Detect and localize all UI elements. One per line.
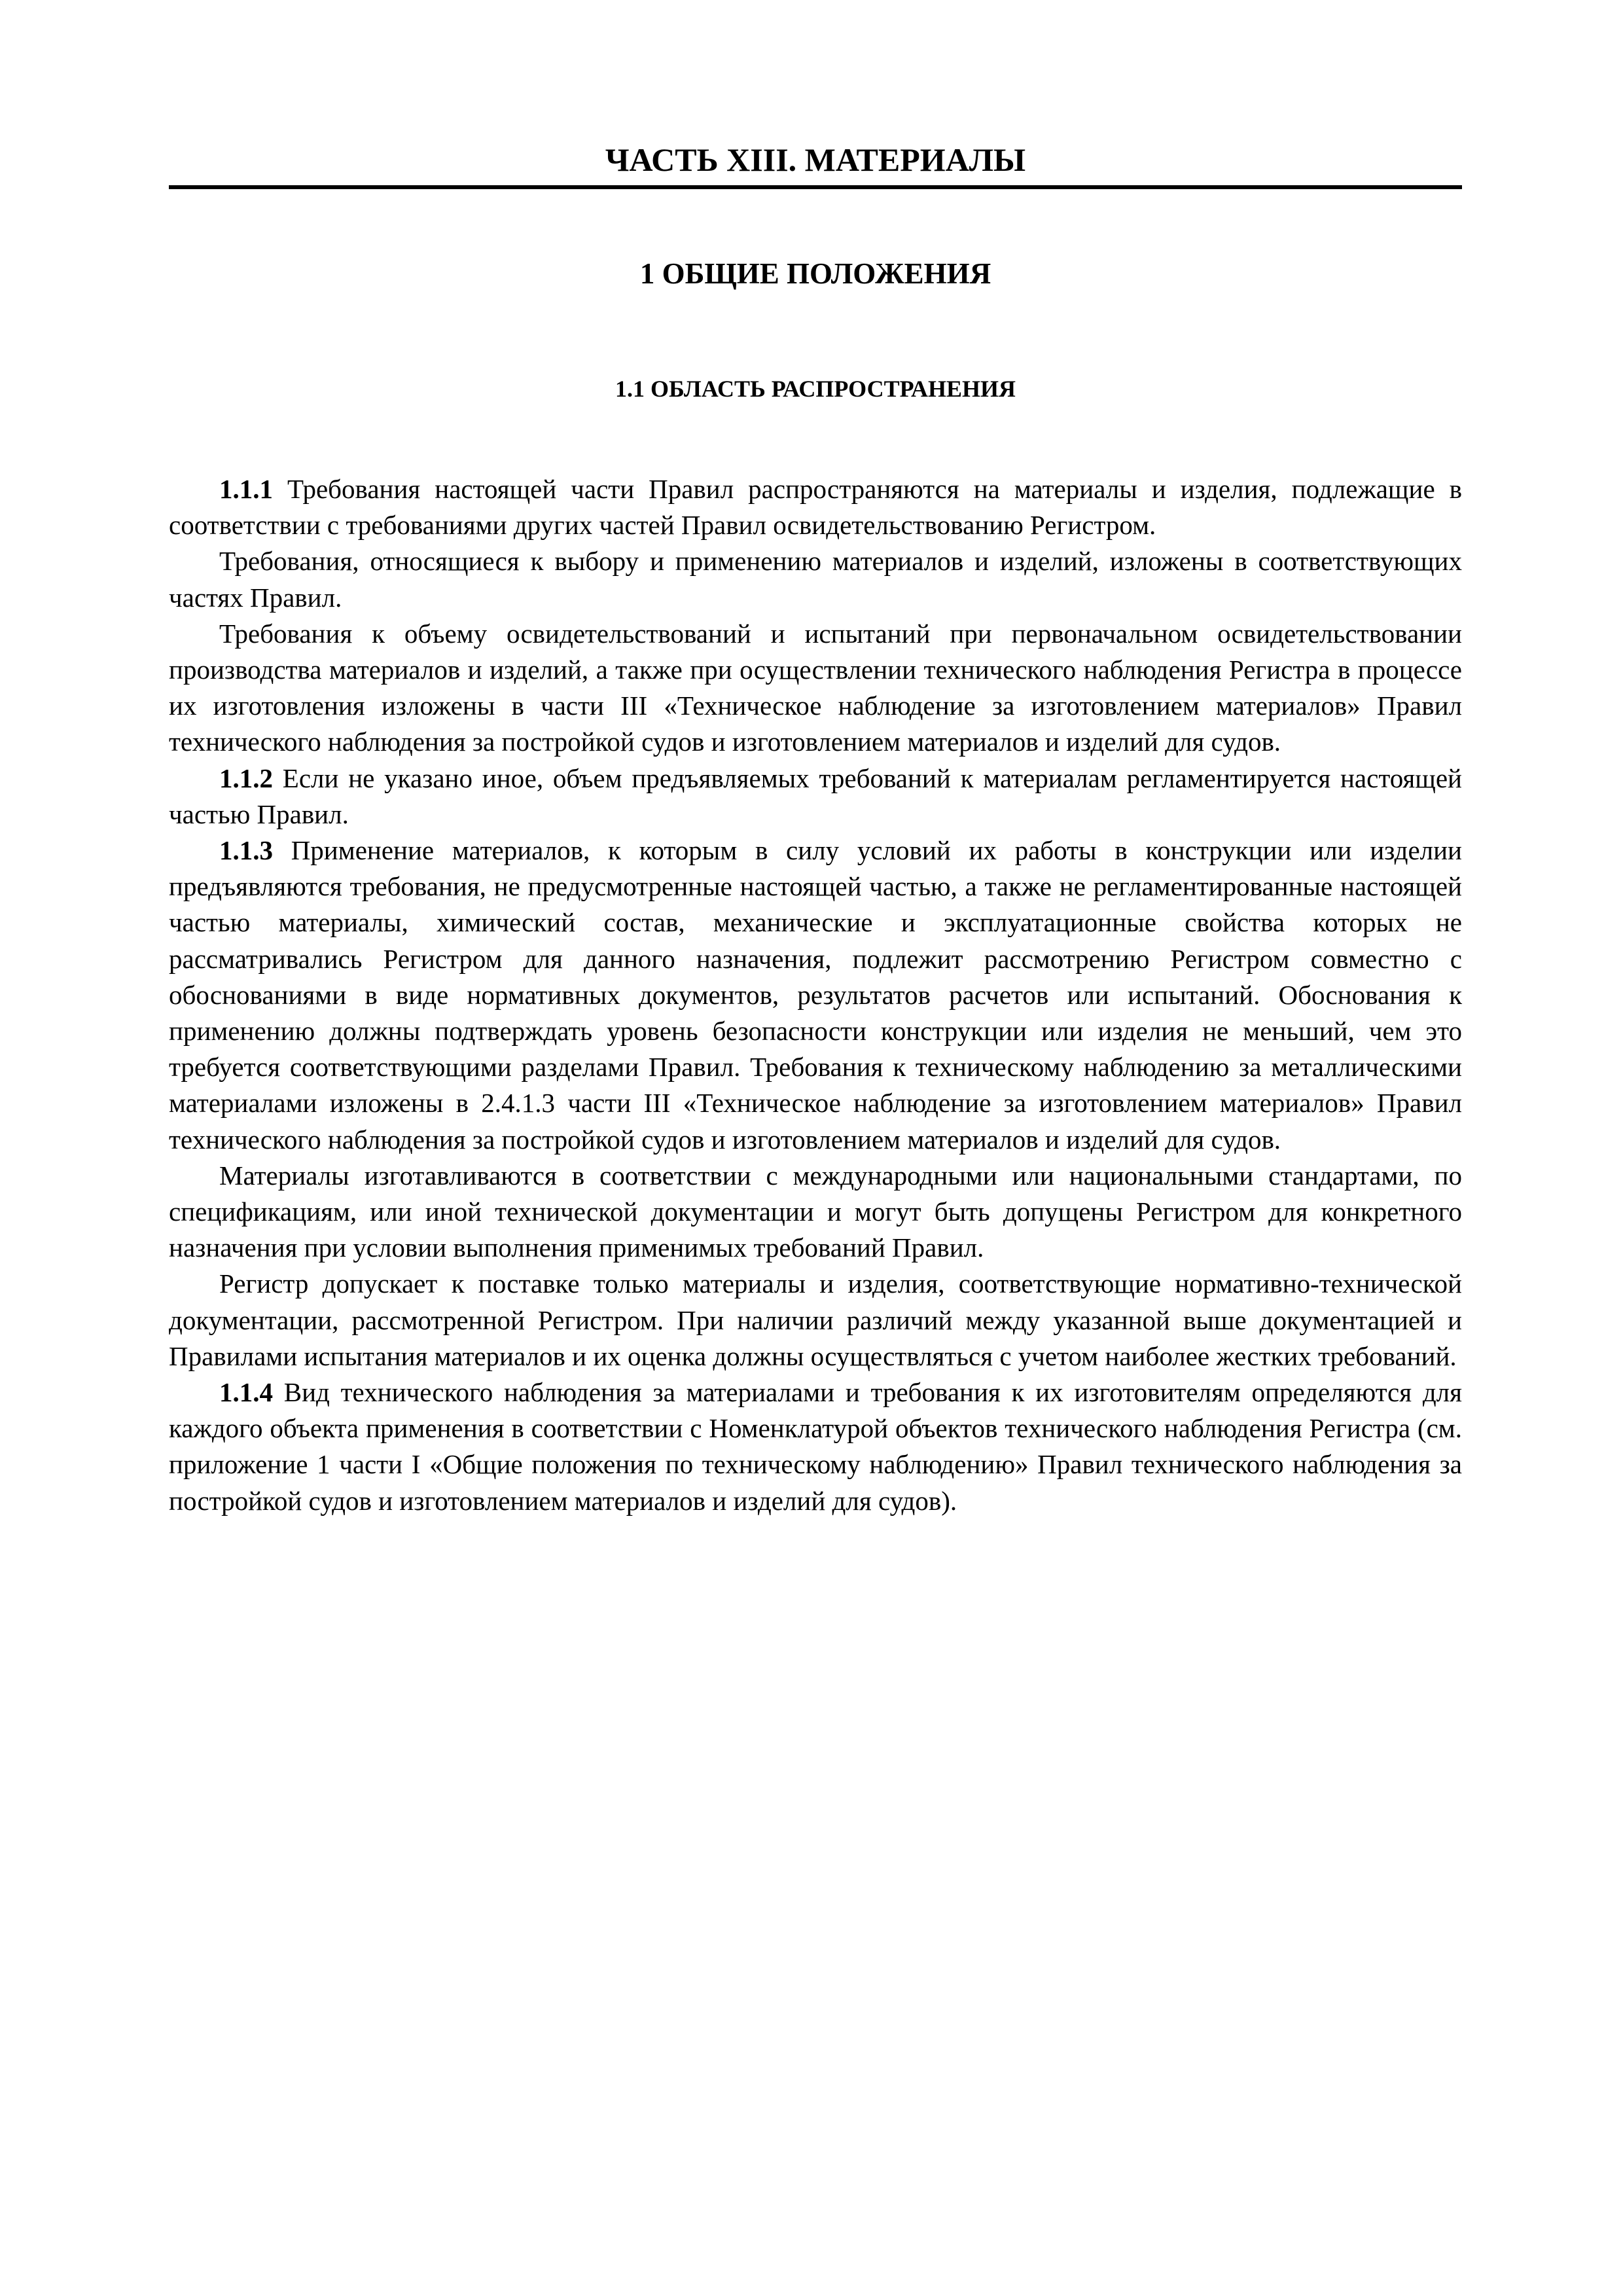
paragraph-standards xyxy=(169,1158,1462,1266)
paragraph-text: Требования к объему освидетельствований и испытаний при первоначальном освидетельствовании производства материалов и изделий, а также при осуществлении технического наблюдения Регистра в процессе их изготовления изложены в части III «Техническое наблюдение за изготовлением материалов» Правил технического наблюдения за постройкой судов и изготовлением материалов и изделий для судов. xyxy=(169,618,1462,757)
paragraph-survey-scope xyxy=(169,616,1462,761)
header-rule xyxy=(169,185,1462,189)
paragraph-1-1-3 xyxy=(169,833,1462,1158)
subsection-title: 1.1 ОБЛАСТЬ РАСПРОСТРАНЕНИЯ xyxy=(615,376,1016,402)
paragraph-1-1-2 xyxy=(169,761,1462,833)
paragraph-number: 1.1.3 xyxy=(219,835,273,866)
paragraph-1-1-4 xyxy=(169,1374,1462,1519)
paragraph-number: 1.1.2 xyxy=(219,762,273,793)
paragraph-register-supply xyxy=(169,1266,1462,1374)
paragraph-text: Вид технического наблюдения за материалами и требования к их изготовителям определяются для каждого объекта применения в соответствии с Номенклатурой объектов технического наблюдения Регистра (см. приложение 1 части I «Общие положения по техническому наблюдению» Правил технического наблюдения за постройкой судов и изготовлением материалов и изделий для судов). xyxy=(169,1377,1462,1516)
paragraph-number: 1.1.1 xyxy=(219,474,273,504)
body-text xyxy=(169,471,1462,1519)
paragraph-selection-requirements xyxy=(169,543,1462,615)
paragraph-text: Применение материалов, к которым в силу условий их работы в конструкции или изделии предъявляются требования, не предусмотренные настоящей частью, а также не регламентированные настоящей частью материалы, химический состав, механические и эксплуатационные свойства которых не рассматривались Регистром для данного назначения, подлежит рассмотрению Регистром совместно с обоснованиями в виде нормативных документов, результатов расчетов или испытаний. Обоснования к применению должны подтверждать уровень безопасности конструкции или изделия не меньший, чем это требуется соответствующими разделами Правил. Требования к техническому наблюдению за металлическими материалами изложены в 2.4.1.3 части III «Техническое наблюдение за изготовлением материалов» Правил технического наблюдения за постройкой судов и изготовлением материалов и изделий для судов. xyxy=(169,835,1463,1155)
paragraph-text: Если не указано иное, объем предъявляемых требований к материалам регламентируется настоящей частью Правил. xyxy=(169,762,1462,829)
section-title: 1 ОБЩИЕ ПОЛОЖЕНИЯ xyxy=(639,257,991,290)
paragraph-text: Требования, относящиеся к выбору и применению материалов и изделий, изложены в соответствующих частях Правил. xyxy=(169,546,1462,613)
paragraph-number: 1.1.4 xyxy=(219,1377,273,1408)
paragraph-text: Требования настоящей части Правил распространяются на материалы и изделия, подлежащие в соответствии с требованиями других частей Правил освидетельствованию Регистром. xyxy=(169,474,1462,541)
part-title: ЧАСТЬ XIII. МАТЕРИАЛЫ xyxy=(605,141,1026,178)
paragraph-text: Регистр допускает к поставке только материалы и изделия, соответствующие нормативно-технической документации, рассмотренной Регистром. При наличии различий между указанной выше документацией и Правилами испытания материалов и их оценка должны осуществляться с учетом наиболее жестких требований. xyxy=(169,1268,1462,1371)
paragraph-1-1-1 xyxy=(169,471,1462,543)
paragraph-text: Материалы изготавливаются в соответствии с международными или национальными стандартами, по спецификациям, или иной технической документации и могут быть допущены Регистром для конкретного назначения при условии выполнения применимых требований Правил. xyxy=(169,1160,1462,1263)
